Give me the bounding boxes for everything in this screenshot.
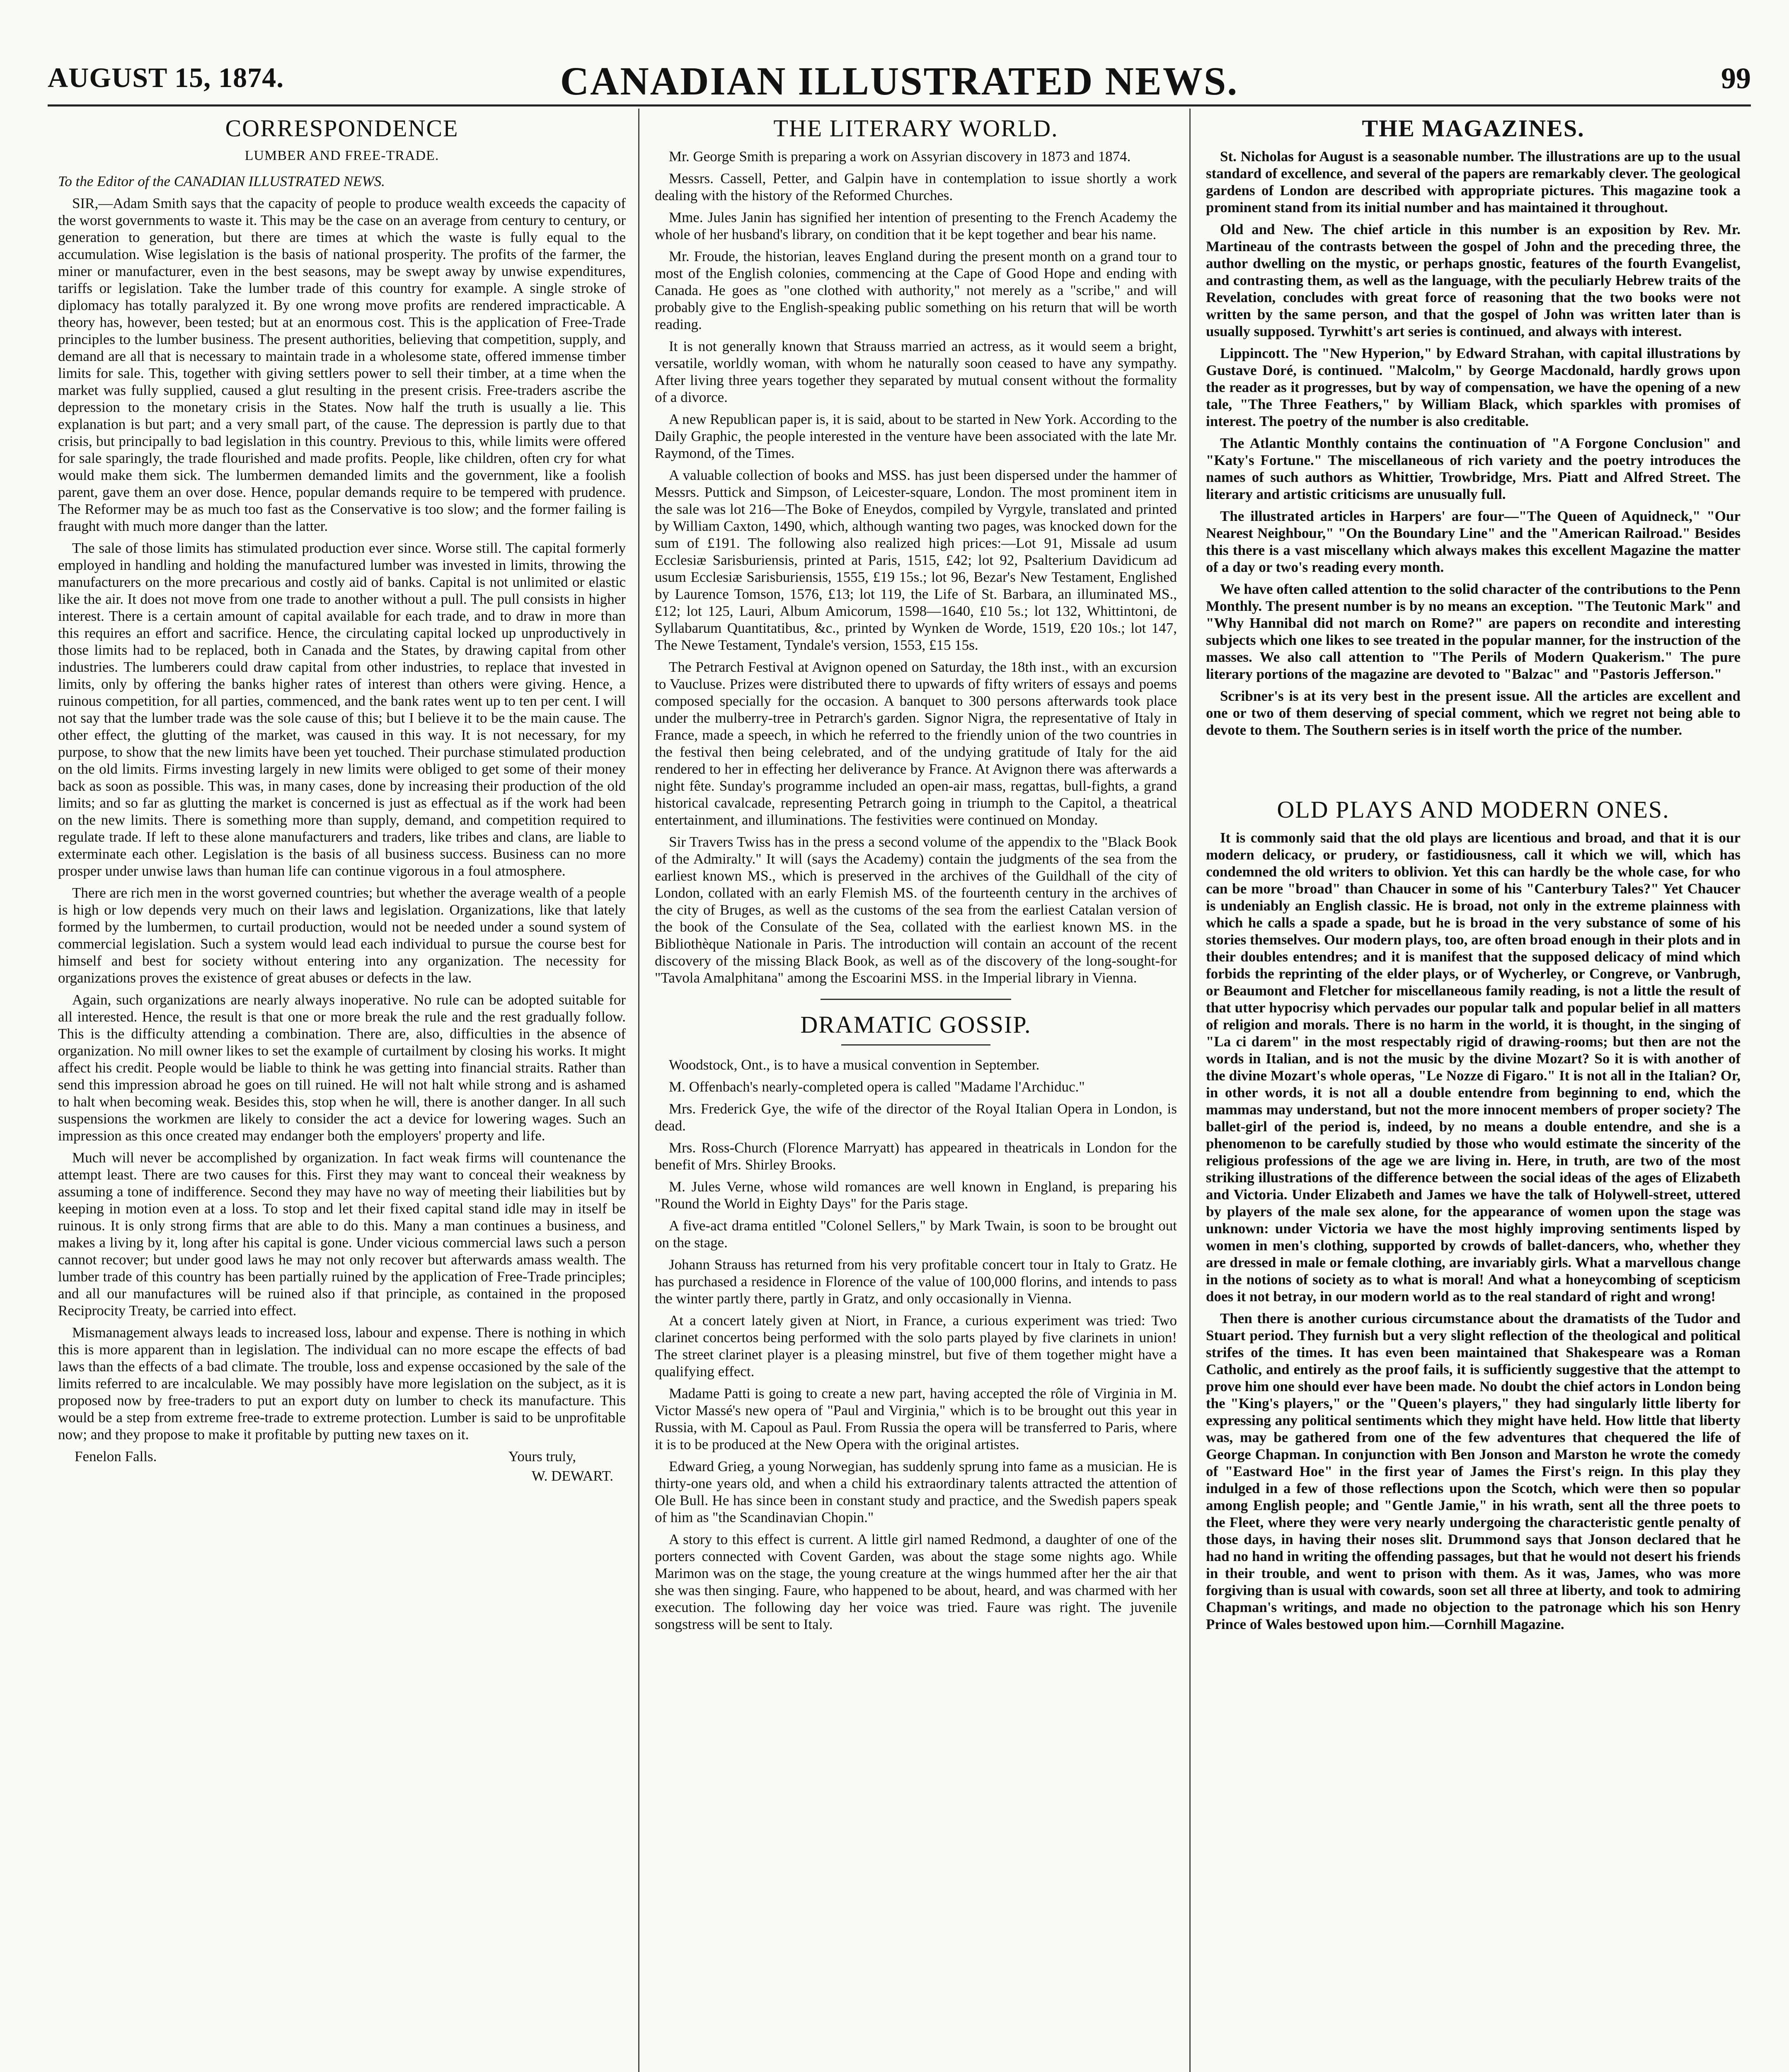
old-plays-heading: OLD PLAYS AND MODERN ONES. (1277, 796, 1670, 823)
literary-item: A valuable collection of books and MSS. has just been dispersed under the hammer of Messrs. Puttick and Simpson, of Leicester-square, London. The most prominent item in the sale was lot 216—The Boke of Eneydos, compiled by Vyrgyle, translated and printed by William Caxton, 1490, which, although wanting two pages, was knocked down for the sum of £191. The following also realized high prices:—Lot 91, Missale ad usum Ecclesiæ Sarisburiensis, printed at Paris, 1515, £42; lot 92, Psalterium Davidicum ad usum Ecclesiæ Sarisburiensis, 1555, £19 15s.; lot 96, Bezar's New Testament, Englished by Laurence Tomson, 1576, £13; lot 119, the Life of St. Barbara, an illuminated MS., £12; lot 125, Lauri, Album Amicorum, 1598—1640, £10 5s.; lot 132, Whittintoni, de Syllabarum Quantitatibus, &c., printed by Wynken de Worde, 1519, £20 10s.; lot 147, The Newe Testament, Tyndale's version, 1553, £15 15s. (655, 467, 1177, 653)
letter-paragraph: Again, such organizations are nearly always inoperative. No rule can be adopted suitable for all interested. Hence, the result is that one or more break the rule and the rest gradually follow. This is the difficulty attending a combination. There are, also, difficulties in the absence of organization. No mill owner likes to set the example of curtailment by closing his works. It might affect his credit. People would be liable to think he was getting into financial straits. Rather than send this impression abroad he goes on till ruined. He will not halt while strong and is ashamed to halt when becoming weak. Besides this, stop when he will, there is another danger. In all such suspensions the workmen are likely to consider the act a device for lowering wages. Such an impression as this once created may endanger both the employers' property and life. (58, 992, 626, 1144)
literary-column (655, 112, 1177, 1638)
letter-place: Fenelon Falls. (75, 1448, 157, 1464)
gossip-item: Madame Patti is going to create a new part, having accepted the rôle of Virginia in M. Victor Massé's new opera of "Paul and Virginia," which is to be brought out this year in Russia, with M. Capoul as Paul. From Russia the opera will be transferred to Paris, where it is to be produced at the New Opera with the original artistes. (655, 1385, 1177, 1452)
magazine-review: We have often called attention to the solid character of the contributions to the Penn Monthly. The present number is by no means an exception. "The Teutonic Mark" and "Why Hannibal did not march on Rome?" are papers on recondite and interesting subjects which one likes to see treated in the popular manner, for the instruction of the masses. We also call attention to "The Perils of Modern Quakerism." The pure literary portions of the magazine are devoted to "Balzac" and "Pastoris Jefferson." (1206, 581, 1741, 682)
literary-item: Mme. Jules Janin has signified her intention of presenting to the French Academy the whole of her husband's library, on condition that it be kept together and bear his name. (655, 209, 1177, 242)
literary-item: It is not generally known that Strauss married an actress, as it would seem a bright, versatile, worldly woman, with whom he naturally soon ceased to have any sympathy. After living three years together they separated by mutual consent without the formality of a divorce. (655, 338, 1177, 405)
gossip-item: Johann Strauss has returned from his very profitable concert tour in Italy to Gratz. He has purchased a residence in Florence of the value of 100,000 florins, and intends to pass the winter partly there, partly in Gratz, and only occasionally in Vienna. (655, 1256, 1177, 1307)
magazine-review: The illustrated articles in Harpers' are four—"The Queen of Aquidneck," "Our Nearest Neighbour," "On the Boundary Line" and the "American Railroad." Besides this there is a vast miscellany which always makes this excellent Magazine the matter of a day or two's reading every month. (1206, 508, 1741, 575)
magazine-review: Old and New. The chief article in this number is an exposition by Rev. Mr. Martineau of the contrasts between the gospel of John and the preceding three, the author dwelling on the mystic, or perhaps gnostic, features of the fourth Evangelist, and contrasting them, as well as the language, with the peculiarly Hebrew traits of the Revelation, concludes with great force of reasoning that the two books were not written by the same person, and that the gospel of John was written later than is usually supposed. Tyrwhitt's art series is continued, and always with interest. (1206, 221, 1741, 339)
letter-closing: Yours truly, (508, 1448, 576, 1464)
literary-item: Sir Travers Twiss has in the press a second volume of the appendix to the "Black Book of the Admiralty." It will (says the Academy) contain the judgments of the sea from the earliest known MS., which is preserved in the archives of the Guildhall of the city of London, collated with an early Flemish MS. of the fourteenth century in the archives of the city of Bruges, as well as the customs of the sea from the earliest Catalan version of the book of the Consulate of the Sea, collated with the earliest known MS. in the Bibliothèque Nationale in Paris. The introduction will contain an account of the recent discovery of the missing Black Book, as well as of the discovery of the long-sought-for "Tavola Amalphitana" among the Escoarini MSS. in the Imperial library in Vienna. (655, 834, 1177, 986)
literary-item: The Petrarch Festival at Avignon opened on Saturday, the 18th inst., with an excursion to Vaucluse. Prizes were distributed there to upwards of fifty writers of essays and poems composed specially for the occasion. A banquet to 300 persons afterwards took place under the mulberry-tree in Petrarch's garden. Signor Nigra, the representative of Italy in France, made a speech, in which he referred to the friendly union of the two countries in the festival then being celebrated, and of the undying gratitude of Italy for the aid rendered to her in effecting her deliverance by France. At Avignon there was afterwards a night fête. Sunday's programme included an open-air mass, regattas, bull-fights, a grand historical cavalcade, representing Petrarch going in triumph to the Capitol, a theatrical entertainment, and illuminations. The festivities were continued on Monday. (655, 659, 1177, 828)
magazine-review: The Atlantic Monthly contains the continuation of "A Forgone Conclusion" and "Katy's Fortune." The miscellaneous of rich variety and the poetry introduces the names of such authors as Whittier, Trowbridge, Mrs. Piatt and Alfred Street. The literary and artistic criticisms are unusually full. (1206, 435, 1741, 502)
correspondence-column (58, 112, 626, 1484)
masthead-rule (48, 104, 1751, 107)
letter-closing-row (58, 1448, 626, 1465)
literary-item: Mr. Froude, the historian, leaves England during the present month on a grand tour to most of the English colonies, commencing at the Cape of Good Hope and ending with Canada. He goes as "one clothed with authority," not merely as a "scribe," and will probably give to the English-speaking public something on his return that will be worth reading. (655, 248, 1177, 332)
page-number: 99 (1721, 62, 1751, 95)
gossip-item: M. Offenbach's nearly-completed opera is called "Madame l'Archiduc." (669, 1079, 1085, 1095)
essay-paragraph: Then there is another curious circumstance about the dramatists of the Tudor and Stuart period. They furnish but a very slight reflection of the theological and political strifes of the times. It has even been maintained that Shakespeare was a Roman Catholic, and entirely as the proof fails, it is sufficiently suggestive that the attempt to prove him one should ever have been made. No doubt the chief actors in London being the "King's players," or the "Queen's players," they had singularly little liberty for expressing any political sentiments which they might have held. How little that liberty was, may be gathered from one of the few adventures that chequered the life of George Chapman. In conjunction with Ben Jonson and Marston he wrote the comedy of "Eastward Hoe" in the first year of James the First's reign. In this play they indulged in a few of those reflections upon the Scotch, which were then so popular among English people; and "Gentle Jamie," in his wrath, sent all the three poets to the Fleet, where they were very nearly undergoing the characteristic gentle penalty of those days, in having their noses slit. Drummond says that Jonson declared that he had no hand in writing the offending passages, but that he would not desert his friends in their trouble, and went to prison with them. As it was, James, who was more forgiving than is usual with cowards, soon set all three at liberty, and took to admiring Chapman's writings, and made no objection to the patronage which his son Henry Prince of Wales bestowed upon him.—Cornhill Magazine. (1206, 1310, 1741, 1632)
dramatic-gossip-heading: DRAMATIC GOSSIP. (800, 1011, 1031, 1038)
letter-signature: W. DEWART. (531, 1468, 613, 1484)
literary-item: A new Republican paper is, it is said, about to be started in New York. According to the Daily Graphic, the people interested in the venture have been associated with the late Mr. Raymond, of the Times. (655, 411, 1177, 461)
gossip-item: Mrs. Frederick Gye, the wife of the director of the Royal Italian Opera in London, is dead. (655, 1101, 1177, 1134)
magazine-review: Lippincott. The "New Hyperion," by Edward Strahan, with capital illustrations by Gustave Doré, is continued. "Malcolm," by George Macdonald, hardly grows upon the reader as it progresses, but by way of compensation, we have the opening of a new tale, "The Three Feathers," by William Black, which sparkles with promises of interest. The poetry of the number is also creditable. (1206, 345, 1741, 429)
gossip-item: M. Jules Verne, whose wild romances are well known in England, is preparing his "Round the World in Eighty Days" for the Paris stage. (655, 1179, 1177, 1212)
essay-paragraph: It is commonly said that the old plays are licentious and broad, and that it is our modern delicacy, or prudery, or fastidiousness, call it which we will, which has condemned the old writers to oblivion. Yet this can hardly be the whole case, for who can be more "broad" than Chaucer in some of his "Canterbury Tales?" Yet Chaucer is undeniably an English classic. He is broad, not only in the extreme plainness with which he calls a spade a spade, but he is broad in the very substance of some of his stories themselves. Our modern plays, too, are often broad enough in their plots and in their doubles entendres; and it is manifest that the supposed delicacy of mind which forbids the reprinting of the elder plays, or of Wycherley, or Congreve, or Vanbrugh, or Beaumont and Fletcher for miscellaneous family reading, is not a little the result of that utter hypocrisy which pervades our popular talk and popular belief in all matters of religion and morals. There is no harm in the world, it is thought, in the singing of "La ci darem" in the most respectably rigid of drawing-rooms; but then are not the words in Italian, and is not the music by the divine Mozart? So it is with another of the divine Mozart's whole operas, "Le Nozze di Figaro." It is not all in the Italian? Or, in other words, it is not all a double entendre from beginning to end, which the mammas may understand, but not the more innocent members of proper society? The ballet-girl of the period is, indeed, by no means a double entendre, and she is a phenomenon to be carefully studied by those who would estimate the sincerity of the religious professions of the age we are living in. Here, in truth, are two of the most striking illustrations of the difference between the social ideas of the ages of Elizabeth and Victoria. Under Elizabeth and James we have the talk of Holywell-street, uttered by players of the male sex alone, for the appearance of women upon the stage was unknown: under Victoria we have the most highly improving sentiments lisped by women in men's clothing, supported by crowds of ballet-dancers, who, whether they are dressed in male or female clothing, are invariably girls. What a marvellous change in the notions of society as to what is moral! And what a honeycombing of scepticism does it not betray, in our modern world as to the real standard of right and wrong! (1206, 830, 1741, 1305)
magazines-column (1206, 112, 1741, 1638)
correspondence-heading: CORRESPONDENCE (225, 115, 459, 142)
gossip-item: Mrs. Ross-Church (Florence Marryatt) has appeared in theatricals in London for the benefit of Mrs. Shirley Brooks. (655, 1140, 1177, 1173)
letter-paragraph: Mismanagement always leads to increased loss, labour and expense. There is nothing in which this is more apparent than in legislation. The individual can no more escape the effects of bad laws than the effects of a bad climate. The trouble, loss and expense occasioned by the sale of the limits referred to are incalculable. We may possibly have more legislation on the subject, as it is proposed now by free-traders to put an export duty on lumber to check its manufacture. This would be a step from extreme free-trade to extreme protection. Lumber is said to be unprofitable now; and they propose to make it profitable by putting new taxes on it. (58, 1324, 626, 1443)
letter-paragraph: There are rich men in the worst governed countries; but whether the average wealth of a people is high or low depends very much on their laws and legislation. Organizations, like that lately formed by the lumbermen, to curtail production, would not be needed under a sound system of commercial legislation. Such a system would lead each individual to pursue the course best for himself and best for society without entering into any organization. The necessity for organizations proves the existence of great abuses or defects in the law. (58, 885, 626, 986)
literary-world-heading: THE LITERARY WORLD. (773, 115, 1058, 142)
literary-item: Mr. George Smith is preparing a work on Assyrian discovery in 1873 and 1874. (669, 148, 1131, 165)
column-divider-2 (1189, 109, 1191, 2072)
gossip-item: At a concert lately given at Niort, in France, a curious experiment was tried: Two clarinet concertos being performed with the solo parts played by five clarinets in union! The street clarinet player is a pleasing minstrel, but five of them together might have a qualifying effect. (655, 1312, 1177, 1380)
section-divider (821, 999, 1011, 1000)
section-divider (841, 1044, 990, 1046)
gossip-item: A story to this effect is current. A little girl named Redmond, a daughter of one of the porters connected with Covent Garden, was about the stage some nights ago. While Marimon was on the stage, the young creature at the wings hummed after her the air that she was then singing. Faure, who happened to be about, heard, and was charmed with her execution. The following day her voice was tried. Faure was right. The juvenile songstress will be sent to Italy. (655, 1531, 1177, 1632)
magazine-review: Scribner's is at its very best in the present issue. All the articles are excellent and one or two of them deserving of special comment, which we regret not being able to devote to them. The Southern series is in itself worth the price of the number. (1206, 688, 1741, 738)
letter-paragraph: SIR,—Adam Smith says that the capacity of people to produce wealth exceeds the capacity of the worst governments to waste it. This may be the case on an average from century to century, or generation to generation, but there are times at which the waste is fully equal to the accumulation. Wise legislation is the basis of national prosperity. The profits of the farmer, the miner or manufacturer, even in the best seasons, may be swept away by unwise expenditures, tariffs or legislation. Take the lumber trade of this country for example. A single stroke of diplomacy has totally paralyzed it. By one wrong move profits are rendered impracticable. A theory has, however, been tested; but at an enormous cost. This is the application of Free-Trade principles to the lumber business. The present authorities, believing that competition, supply, and demand are all that is necessary to maintain trade in a wholesome state, offered immense timber limits for sale. This, together with giving settlers power to sell their timber, at a time when the market was fully supplied, caused a glut resulting in the present crisis. Free-traders ascribe the depression to the monetary crisis in the States. Now half the truth is usually a lie. This explanation is but part; and a very small part, of the cause. The depression is partly due to that crisis, but principally to bad legislation in this country. Previous to this, while limits were offered for sale sparingly, the trade flourished and made profits. People, like children, often cry for what would make them sick. The lumbermen demanded limits and the government, like a foolish parent, gave them an over dose. Hence, popular demands require to be tempered with prudence. The Reformer may be as much too fast as the Conservative is too slow; and the former failing is fraught with much more danger than the latter. (58, 195, 626, 534)
letter-subheading: LUMBER AND FREE-TRADE. (245, 148, 439, 163)
gossip-item: A five-act drama entitled "Colonel Sellers," by Mark Twain, is soon to be brought out on the stage. (655, 1218, 1177, 1251)
gossip-item: Woodstock, Ont., is to have a musical convention in September. (669, 1057, 1040, 1073)
letter-paragraph: The sale of those limits has stimulated production ever since. Worse still. The capital formerly employed in handling and holding the manufactured lumber was invested in limits, throwing the manufacturers on the more precarious and costly aid of banks. Capital is not unlimited or elastic like the air. It does not move from one trade to another without a pull. The pull consists in higher interest. There is a certain amount of capital available for each trade, and to draw in more than this requires an effort and sacrifice. Hence, the circulating capital locked up unproductively in those limits had to be replaced, both in Canada and the States, by drawing capital from other industries. The lumberers could draw capital from other industries, to replace that invested in limits, only by offering the banks higher rates of interest than others were giving. Hence, a ruinous competition, for all parties, commenced, and the bank rates went up to ten per cent. I will not say that the lumber trade was the sole cause of this; but I believe it to be the main cause. The other effect, the glutting of the market, was caused in this way. It is not necessary, for my purpose, to show that the new limits have been yet touched. Their purchase stimulated production on the old limits. Firms investing largely in new limits were obliged to get some of their money back as soon as possible. This was, in many cases, done by increasing their production of the old limits; and so far as glutting the market is concerned is just as effectual as if the work had been on the new limits. There is something more than supply, demand, and competition required to regulate trade. If left to these alone manufacturers and traders, like tribes and clans, are liable to exterminate each other. Legislation is the basis of all business success. Business can no more prosper under unwise laws than human life can continue vigorous in a foul atmosphere. (58, 540, 626, 879)
column-divider-1 (638, 109, 639, 2072)
letter-paragraph: Much will never be accomplished by organization. In fact weak firms will countenance the attempt least. There are two causes for this. First they may want to conceal their weakness by assuming a tone of indifference. Second they may have no way of meeting their liabilities but by keeping in motion even at a loss. To stop and let their fixed capital stand idle may in itself be ruinous. It is only strong firms that are able to do this. Many a man continues a business, and makes a living by it, long after his capital is gone. Under vicious commercial laws such a person cannot recover; but under good laws he may not only recover but afterwards amass wealth. The lumber trade of this country has been partially ruined by the application of Free-Trade principles; and all our manufactures will be ruined also if that principle, as contained in the proposed Reciprocity Treaty, be carried into effect. (58, 1150, 626, 1319)
newspaper-title: CANADIAN ILLUSTRATED NEWS. (560, 59, 1239, 103)
magazine-review: St. Nicholas for August is a seasonable number. The illustrations are up to the usual standard of excellence, and several of the papers are remarkably clever. The geological gardens of London are described with appropriate pictures. This magazine took a prominent stand from its initial number and has maintained it throughout. (1206, 148, 1741, 215)
literary-item: Messrs. Cassell, Petter, and Galpin have in contemplation to issue shortly a work dealing with the history of the Reformed Churches. (655, 170, 1177, 203)
issue-date: AUGUST 15, 1874. (48, 62, 284, 93)
masthead (48, 58, 1751, 104)
magazines-heading: THE MAGAZINES. (1362, 115, 1585, 142)
gossip-item: Edward Grieg, a young Norwegian, has suddenly sprung into fame as a musician. He is thirty-one years old, and when a child his extraordinary talents attracted the attention of Ole Bull. He has since been in constant study and practice, and the Swedish papers speak of him as "the Scandinavian Chopin." (655, 1458, 1177, 1525)
letter-salutation: To the Editor of the CANADIAN ILLUSTRATED NEWS. (58, 173, 385, 189)
